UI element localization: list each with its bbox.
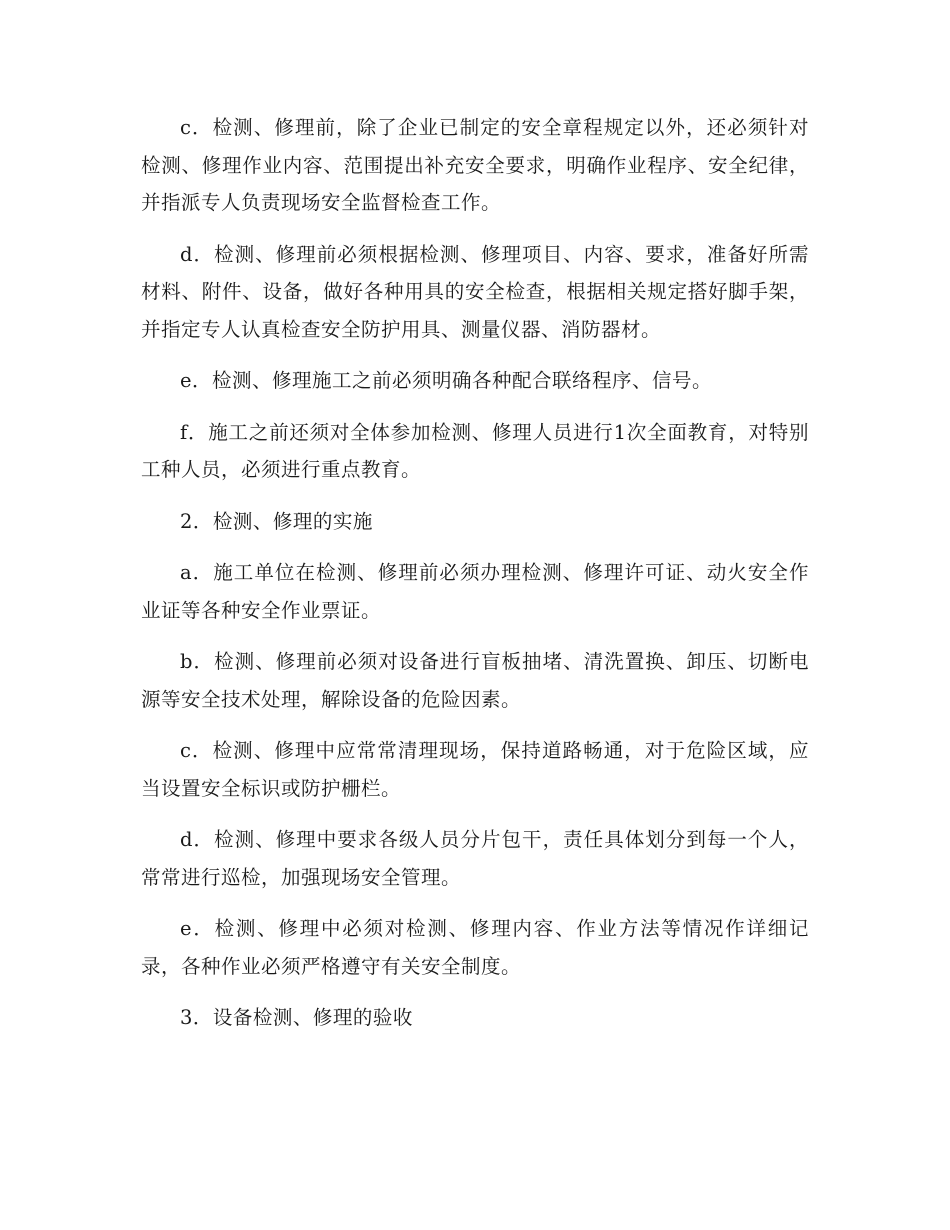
- paragraph-e-implementation: e．检测、修理中必须对检测、修理内容、作业方法等情况作详细记录，各种作业必须严格遵守有关安全制度。: [141, 917, 809, 978]
- paragraph-f-preparation: f．施工之前还须对全体参加检测、修理人员进行1次全面教育，对特别工种人员，必须进行重点教育。: [141, 420, 809, 481]
- paragraph-a-implementation: a．施工单位在检测、修理前必须办理检测、修理许可证、动火安全作业证等各种安全作业票证。: [141, 561, 809, 622]
- paragraph-c-preparation: c．检测、修理前，除了企业已制定的安全章程规定以外，还必须针对检测、修理作业内容、范围提出补充安全要求，明确作业程序、安全纪律，并指派专人负责现场安全监督检查工作。: [141, 116, 809, 214]
- paragraph-e-preparation: e．检测、修理施工之前必须明确各种配合联络程序、信号。: [180, 369, 713, 392]
- paragraph-d-preparation: d．检测、修理前必须根据检测、修理项目、内容、要求，准备好所需材料、附件、设备，做好各种用具的安全检查，根据相关规定搭好脚手架，并指定专人认真检查安全防护用具、测量仪器、消防器材。: [141, 242, 809, 341]
- paragraph-b-implementation: b．检测、修理前必须对设备进行盲板抽堵、清洗置换、卸压、切断电源等安全技术处理，解除设备的危险因素。: [141, 650, 809, 711]
- section-heading-acceptance: 3．设备检测、修理的验收: [180, 1006, 413, 1029]
- paragraph-c-implementation: c．检测、修理中应常常清理现场，保持道路畅通，对于危险区域，应当设置安全标识或防护栅栏。: [141, 739, 809, 800]
- paragraph-d-implementation: d．检测、修理中要求各级人员分片包干，责任具体划分到每一个人，常常进行巡检，加强现场安全管理。: [141, 828, 809, 889]
- section-heading-implementation: 2．检测、修理的实施: [180, 509, 373, 533]
- document-body: [141, 109, 809, 1051]
